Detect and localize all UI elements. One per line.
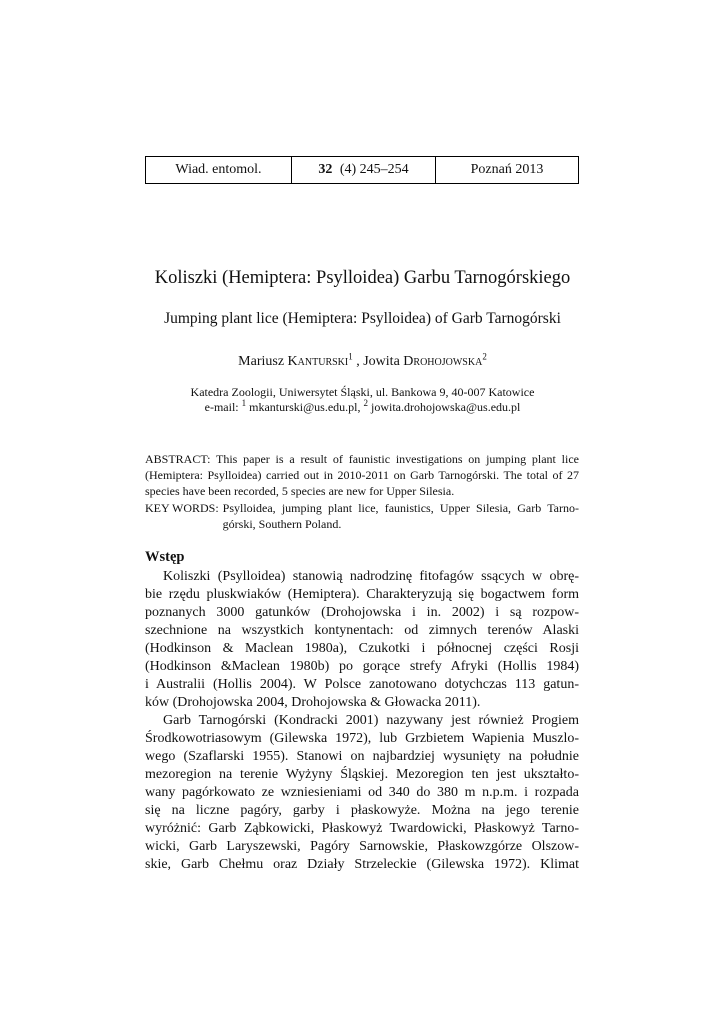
abstract (145, 451, 579, 499)
title-polish: Koliszki (Hemiptera: Psylloidea) Garbu Tarnogórskiego (154, 268, 571, 288)
body-line: wyróżnić: Garb Ząbkowicki, Płaskowyż Twardowicki, Płaskowyż Tarno- (145, 821, 579, 836)
title-english: Jumping plant lice (Hemiptera: Psylloidea) of Garb Tarnogórski (164, 310, 561, 327)
body-line: się na liczne pagóry, garby i płaskowyże. Można na jego terenie (145, 803, 579, 818)
journal-name: Wiad. entomol. (175, 162, 262, 177)
author-2-surname: rohojowska (413, 354, 483, 369)
body-line: wego (Szaflarski 1955). Stanowi on najbardziej wysunięty na południe (145, 749, 579, 764)
author-1-affiliation-mark: 1 (348, 351, 353, 362)
body-line: poznanych 3000 gatunków (Drohojowska i in. 2002) i są rozpow- (145, 605, 579, 620)
author-1-first: Mariusz K (238, 354, 298, 369)
body-line: Garb Tarnogórski (Kondracki 2001) nazywany jest również Progiem (163, 713, 579, 728)
body-line: (Hodkinson & Maclean 1980a), Czukotki i północnej części Rosji (145, 641, 579, 656)
abstract-line: species have been recorded, 5 species are new for Upper Silesia. (145, 484, 455, 498)
keywords-text (223, 500, 579, 532)
keywords-label: KEY WORDS: (145, 501, 219, 515)
issue-pages: (4) 245–254 (336, 162, 409, 177)
email-2: jowita.drohojowska@us.edu.pl (367, 400, 521, 414)
email-1-mark: 1 (241, 398, 247, 408)
email-prefix: e-mail: (204, 400, 242, 414)
place-year: Poznań 2013 (470, 162, 544, 177)
author-separator: , Jowita D (352, 354, 414, 369)
volume-cell (291, 157, 435, 183)
authors-line (0, 351, 725, 370)
affiliation-block (0, 385, 725, 415)
journal-name-cell (146, 157, 291, 183)
section-heading: Wstęp (145, 549, 185, 565)
body-line: Środkowotriasowym (Gilewska 1972), lub Grzbietem Wapienia Muszlo- (145, 731, 579, 746)
abstract-line: (Hemiptera: Psylloidea) carried out in 2010-2011 on Garb Tarnogórski. The total of 27 (145, 468, 579, 482)
body-line: skie, Garb Chełmu oraz Działy Strzeleckie (Gilewska 1972). Klimat (145, 857, 579, 872)
body-line: wicki, Garb Laryszewski, Pagóry Sarnowskie, Płaskowzgórze Olszow- (145, 839, 579, 854)
affiliation-emails (0, 400, 725, 415)
journal-header-table (145, 156, 579, 184)
affiliation-address: Katedra Zoologii, Uniwersytet Śląski, ul. Bankowa 9, 40-007 Katowice (190, 385, 535, 399)
body-line: mezoregion na terenie Wyżyny Śląskiej. Mezoregion ten jest ukształto- (145, 767, 579, 782)
abstract-line: ABSTRACT: This paper is a result of faunistic investigations on jumping plant lice (145, 452, 579, 466)
author-2-affiliation-mark: 2 (482, 351, 487, 362)
body-line: i Australii (Hollis 2004). W Polsce zanotowano dotychczas 113 gatun- (145, 677, 579, 692)
keywords-line: Psylloidea, jumping plant lice, faunistics, Upper Silesia, Garb Tarno- (222, 501, 579, 515)
body-line: bie rzędu pluskwiaków (Hemiptera). Charakteryzują się bogactwem form (145, 587, 579, 602)
keywords-line: górski, Southern Poland. (222, 517, 342, 531)
place-year-cell (435, 157, 578, 183)
body-line: (Hodkinson &Maclean 1980b) po gorące strefy Afryki (Hollis 1984) (145, 659, 579, 674)
body-line: Koliszki (Psylloidea) stanowią nadrodzinę fitofagów ssących w obrę- (163, 569, 579, 584)
body-line: wany pagórkowato ze wzniesieniami od 340 do 380 m n.p.m. i rozpada (145, 785, 579, 800)
email-2-mark: 2 (363, 398, 368, 408)
body-line: szechnione na wszystkich kontynentach: od zimnych terenów Alaski (145, 623, 579, 638)
volume-number: 32 (318, 162, 333, 177)
email-1: mkanturski@us.edu.pl, (246, 400, 364, 414)
author-1-surname: anturski (297, 354, 349, 369)
body-text (145, 568, 579, 874)
keywords (145, 500, 579, 532)
body-line: ków (Drohojowska 2004, Drohojowska & Głowacka 2011). (145, 695, 481, 710)
